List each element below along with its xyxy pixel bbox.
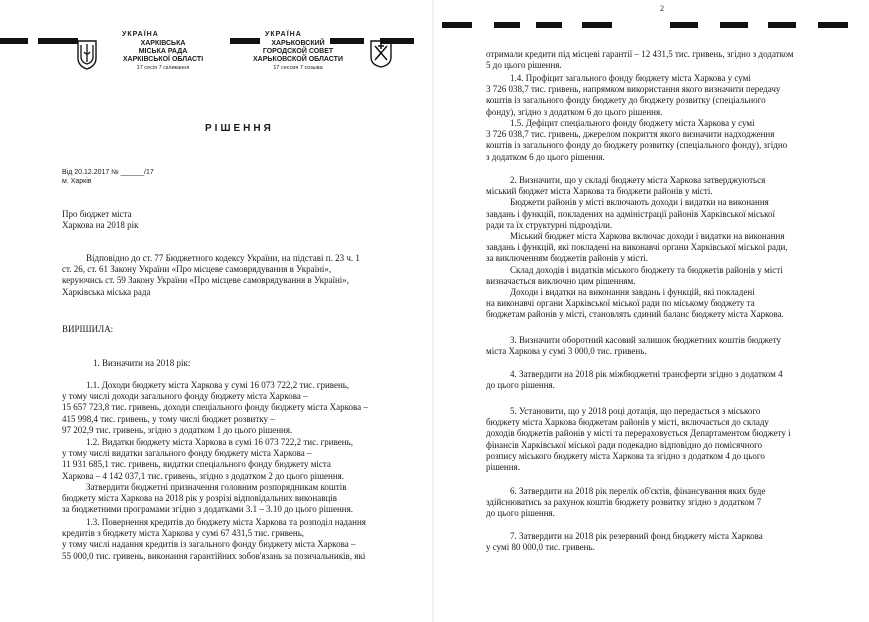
paragraph-line: фінансів Харківської міської ради подекадно відповідно до помісячного (486, 439, 763, 450)
paragraph-line: Доходи і видатки на виконання завдань і функцій, які покладені (510, 287, 755, 298)
paragraph-5 (486, 406, 832, 473)
doc-title: РІШЕННЯ (205, 123, 274, 134)
paragraph-line: 7. Затвердити на 2018 рік резервний фонд бюджету міста Харкова (510, 531, 763, 541)
paragraph-line: міста Харкова у сумі 3 000,0 тис. гривень. (486, 346, 647, 357)
header-stripe-dash (442, 22, 472, 28)
preamble-line: керуючись ст. 59 Закону України «Про місцеве самоврядування в Україні», (62, 275, 350, 286)
paragraph-line: 15 657 723,8 тис. гривень, доходи спеціального фонду бюджету міста Харкова – (62, 402, 368, 413)
paragraph-line: 55 000,0 тис. гривень, виконання гарантійних зобов'язань за позичальників, які (62, 550, 366, 561)
header-left-line1: ХАРКІВСЬКА (140, 40, 186, 47)
subject-line: Харкова на 2018 рік (62, 220, 139, 231)
paragraph-line: на виконавчі органи Харківської міської ради по міському бюджету та (486, 298, 755, 309)
subject-block (62, 209, 202, 231)
paragraph-1-1 (62, 380, 406, 436)
paragraph-line: за бюджетними програмами згідно з додатками 3.1 – 3.10 до цього рішення. (62, 504, 353, 515)
header-stripe-dash (768, 22, 796, 28)
paragraph-line: 2. Визначити, що у складі бюджету міста Харкова затверджуються (510, 175, 766, 185)
paragraph-line: 1.4. Профіцит загального фонду бюджету міста Харкова у сумі (510, 73, 751, 83)
paragraph-line: бюджету міста Харкова бюджетам районів у місті, включається до складу (486, 417, 769, 428)
header-right-line1: ХАРЬКОВСКИЙ (271, 40, 325, 47)
header-stripe-dash (582, 22, 612, 28)
coat-of-arms-icon (77, 40, 97, 70)
paragraph-line: міський бюджет міста Харкова та бюджети районів у місті. (486, 186, 713, 197)
preamble-line: Відповідно до ст. 77 Бюджетного кодексу України, на підставі п. 23 ч. 1 (86, 253, 360, 263)
paragraph-line: фонду), згідно з додатком 6 до цього рішення. (486, 106, 663, 117)
continuation (486, 49, 832, 71)
header-stripe-dash (818, 22, 848, 28)
paragraph-1-3 (62, 517, 406, 562)
item1-heading: 1. Визначити на 2018 рік: (93, 358, 191, 368)
paragraph-line: з додатком 6 до цього рішення. (486, 151, 605, 162)
paragraph-line: у сумі 80 000,0 тис. гривень. (486, 542, 595, 553)
paragraph-6 (486, 486, 832, 520)
paragraph-line: до цього рішення. (486, 380, 555, 391)
paragraph-line: доходів бюджетів районів у місті та перераховується Департаментом бюджету і (486, 428, 791, 439)
paragraph-line: 1.1. Доходи бюджету міста Харкова у сумі 16 073 722,2 тис. гривень, (86, 380, 350, 390)
paragraph-line: Бюджети районів у місті включають доходи і видатки на виконання (510, 197, 769, 208)
subject-line: Про бюджет міста (62, 209, 132, 219)
paragraph-line: завдань і функцій, покладених на адміністрації районів Харківської міської (486, 208, 776, 219)
paragraph-line: 3 726 038,7 тис. гривень, напрямком використання якого визначити передачу (486, 84, 781, 95)
header-right-line3: ХАРЬКОВСКОЙ ОБЛАСТИ (253, 56, 343, 63)
paragraph-line: 3. Визначити оборотний касовий залишок бюджетних коштів бюджету (510, 335, 782, 345)
paragraph-7 (486, 531, 832, 553)
paragraph-4 (486, 369, 832, 391)
header-stripe-dash (494, 22, 520, 28)
paragraph-line: завдань і функцій, які покладені на виконавчі органи Харківської міської ради, (486, 242, 788, 253)
paragraph-1-2 (62, 437, 406, 515)
preamble-line: ст. 26, ст. 61 Закону України «Про місцеве самоврядування в Україні», (62, 264, 332, 275)
paragraph-2 (486, 175, 832, 321)
paragraph-line: 5. Установити, що у 2018 році дотація, що передається з міського (510, 406, 761, 416)
header-stripe-dash (720, 22, 748, 28)
paragraph-line: рішення. (486, 462, 520, 473)
stripe-label-left: УКРАЇНА (122, 31, 159, 38)
paragraph-line: у тому числі доходи загального фонду бюджету міста Харкова – (62, 391, 308, 402)
paragraph-line: Склад доходів і видатків міського бюджету та бюджетів районів у місті (510, 264, 783, 275)
paragraph-line: Харкова – 4 142 037,1 тис. гривень, згідно з додатком 2 до цього рішення. (62, 470, 345, 481)
paragraph-line: за виключенням бюджетів районів у місті. (486, 253, 649, 264)
page-number: 2 (660, 4, 664, 13)
paragraph-line: 1.2. Видатки бюджету міста Харкова в сумі 16 073 722,2 тис. гривень, (86, 437, 353, 447)
paragraph-line: розпису міського бюджету міста Харкова та згідно з додатком 4 до цього (486, 450, 765, 461)
paragraph-line: 11 931 685,1 тис. гривень, видатки спеціального фонду бюджету міста (62, 459, 331, 470)
resolved-heading: ВИРІШИЛА: (62, 324, 114, 334)
header-left-line3: ХАРКІВСЬКОЇ ОБЛАСТІ (122, 56, 204, 63)
paragraph-line: 5 до цього рішення. (486, 60, 562, 71)
header-stripe-dash (670, 22, 698, 28)
header-stripe-dash (536, 22, 562, 28)
paragraph-line: визначається виключно цим рішенням. (486, 275, 636, 286)
paragraph-line: 1.3. Повернення кредитів до бюджету міста Харкова та розподіл надання (86, 517, 366, 527)
preamble-line: Харківська міська рада (62, 286, 151, 297)
header-left-block (118, 40, 208, 72)
stripe-label-right: УКРАЇНА (265, 31, 302, 38)
city-emblem-icon (370, 40, 392, 68)
paragraph-line: до цього рішення. (486, 508, 555, 519)
paragraph-line: коштів із загального фонду бюджету до бюджету розвитку (спеціального (486, 95, 766, 106)
paragraph-line: 415 998,4 тис. гривень, у тому числі бюджет розвитку – (62, 413, 275, 424)
header-right-block (248, 40, 348, 72)
paragraph-line: 3 726 038,7 тис. гривень, джерелом покриття якого визначити надходження (486, 129, 775, 140)
header-left-line2: МІСЬКА РАДА (138, 48, 188, 55)
paragraph-line: 4. Затвердити на 2018 рік міжбюджетні трансферти згідно з додатком 4 (510, 369, 783, 379)
city-label: м. Харків (62, 178, 92, 185)
date-line: Від 20.12.2017 № ______/17 (62, 169, 154, 176)
paragraph-line: кредитів з бюджету міста Харкова у сумі 67 431,5 тис. гривень, (62, 528, 305, 539)
paragraph-line: у тому числі надання кредитів із загального фонду бюджету міста Харкова – (62, 539, 356, 550)
paragraph-3 (486, 335, 832, 357)
paragraph-line: ради та їх структурні підрозділи. (486, 219, 613, 230)
paragraph-line: у тому числі видатки загального фонду бюджету міста Харкова – (62, 448, 312, 459)
paragraph-line: бюджетам районів у місті, становлять єдиний баланс бюджету міста Харкова. (486, 309, 784, 320)
preamble (62, 253, 406, 298)
paragraph-1-5 (486, 118, 832, 163)
paragraph-line: Затвердити бюджетні призначення головним розпорядникам коштів (86, 481, 347, 492)
paragraph-line: отримали кредити під місцеві гарантії – 12 431,5 тис. гривень, згідно з додатком (486, 49, 794, 59)
paragraph-line: 6. Затвердити на 2018 рік перелік об'єктів, фінансування яких буде (510, 486, 766, 496)
paragraph-line: бюджету міста Харкова на 2018 рік у розрізі відповідальних виконавців (62, 493, 338, 504)
header-right-line2: ГОРОДСКОЙ СОВЕТ (262, 48, 334, 55)
header-stripe-dash (38, 38, 78, 44)
paragraph-line: Міський бюджет міста Харкова включає доходи і видатки на виконання (510, 231, 785, 242)
paragraph-line: 1.5. Дефіцит спеціального фонду бюджету міста Харкова у сумі (510, 118, 755, 128)
paragraph-line: 97 202,9 тис. гривень, згідно з додатком 1 до цього рішення. (62, 424, 293, 435)
header-right-session: 17 сессия 7 созыва (273, 65, 323, 71)
paragraph-line: коштів із загального фонду до бюджету розвитку (спеціального фонду), згідно (486, 140, 788, 151)
paragraph-line: здійснюватись за рахунок коштів бюджету розвитку згідно з додатком 7 (486, 497, 762, 508)
paragraph-1-4 (486, 73, 832, 118)
header-stripe-dash (0, 38, 28, 44)
header-left-session: 17 сесія 7 скликання (136, 65, 190, 71)
left-page (0, 0, 432, 622)
